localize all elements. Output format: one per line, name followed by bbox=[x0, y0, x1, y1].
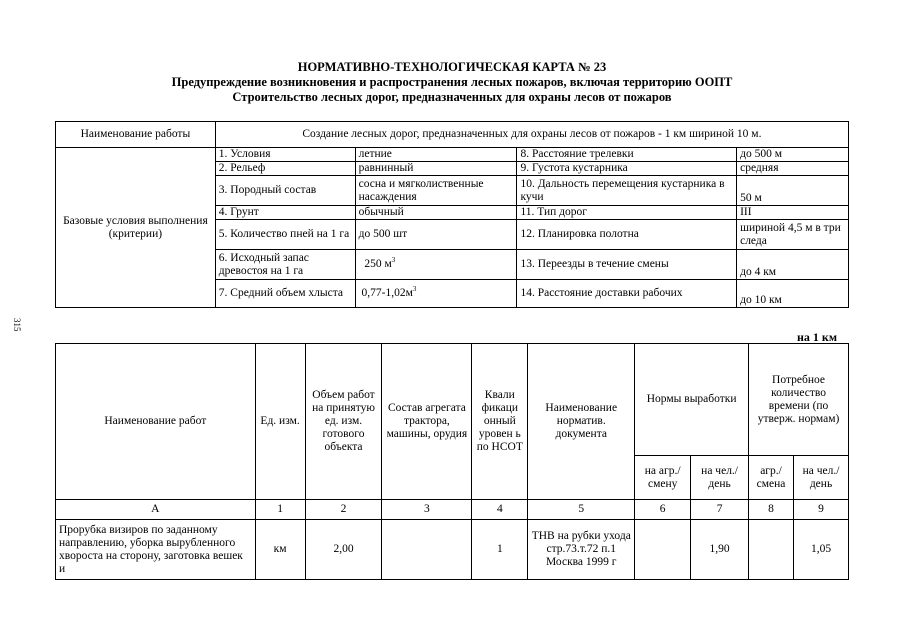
col-header-composition: Состав агрегата трактора, машины, орудия bbox=[382, 344, 472, 500]
col-header-document: Наименование норматив. документа bbox=[528, 344, 635, 500]
header-row bbox=[56, 344, 849, 456]
criteria-key: 14. Расстояние доставки рабочих bbox=[517, 280, 737, 308]
cubic-sup: 3 bbox=[391, 256, 396, 265]
work-conditions-table bbox=[55, 121, 849, 308]
work-name-row bbox=[56, 122, 849, 148]
criteria-value: до 500 шт bbox=[355, 220, 517, 250]
row-unit: км bbox=[255, 520, 305, 580]
col-header-time-needed: Потребное количество времени (по утверж. нормам) bbox=[749, 344, 849, 456]
index-cell: 5 bbox=[528, 500, 635, 520]
unit-label: на 1 км bbox=[797, 330, 838, 344]
criteria-value-text: 0,77-1,02м bbox=[361, 287, 413, 299]
col-header-unit: Ед. изм. bbox=[255, 344, 305, 500]
criteria-key: 9. Густота кустарника bbox=[517, 162, 737, 176]
criteria-row bbox=[56, 148, 849, 162]
col-header-name: Наименование работ bbox=[56, 344, 256, 500]
header bbox=[0, 60, 904, 105]
row-volume: 2,00 bbox=[305, 520, 382, 580]
criteria-key: 4. Грунт bbox=[215, 206, 355, 220]
criteria-value: сосна и мягколиственные насаждения bbox=[355, 176, 517, 206]
row-time-agr bbox=[749, 520, 794, 580]
index-cell: 3 bbox=[382, 500, 472, 520]
criteria-value: III bbox=[737, 206, 849, 220]
row-composition bbox=[382, 520, 472, 580]
criteria-key: 10. Дальность перемещения кустарника в кучи bbox=[517, 176, 737, 206]
criteria-value: шириной 4,5 м в три следа bbox=[737, 220, 849, 250]
index-cell: 1 bbox=[255, 500, 305, 520]
col-header-time-people: на чел./ день bbox=[794, 456, 849, 500]
criteria-value: до 500 м bbox=[737, 148, 849, 162]
criteria-key: 1. Условия bbox=[215, 148, 355, 162]
row-document: ТНВ на рубки ухода стр.73.т.72 п.1 Москва 1999 г bbox=[528, 520, 635, 580]
page-subtitle-2: Строительство лесных дорог, предназначенных для охраны лесов от пожаров bbox=[232, 90, 672, 104]
col-header-output-norms: Нормы выработки bbox=[635, 344, 749, 456]
criteria-label: Базовые условия выполнения (критерии) bbox=[56, 148, 216, 308]
criteria-value: равнинный bbox=[355, 162, 517, 176]
criteria-value-text: 250 м bbox=[364, 258, 392, 270]
criteria-value bbox=[355, 250, 517, 280]
row-output-people: 1,90 bbox=[691, 520, 749, 580]
criteria-value bbox=[355, 280, 517, 308]
col-header-qualification: Квали фикаци онный уровен ь по НСОТ bbox=[472, 344, 528, 500]
criteria-key: 12. Планировка полотна bbox=[517, 220, 737, 250]
row-time-people: 1,05 bbox=[794, 520, 849, 580]
row-qualification: 1 bbox=[472, 520, 528, 580]
index-cell: А bbox=[56, 500, 256, 520]
page-number: 315 bbox=[12, 318, 22, 332]
criteria-value: 50 м bbox=[737, 176, 849, 206]
criteria-key: 5. Количество пней на 1 га bbox=[215, 220, 355, 250]
col-header-output-agr: на агр./ смену bbox=[635, 456, 691, 500]
criteria-value: средняя bbox=[737, 162, 849, 176]
index-cell: 8 bbox=[749, 500, 794, 520]
col-header-volume: Объем работ на принятую ед. изм. готового объекта bbox=[305, 344, 382, 500]
cubic-sup: 3 bbox=[412, 285, 417, 294]
norms-table bbox=[55, 343, 849, 580]
criteria-value: обычный bbox=[355, 206, 517, 220]
index-cell: 7 bbox=[691, 500, 749, 520]
col-header-time-agr: агр./ смена bbox=[749, 456, 794, 500]
criteria-key: 13. Переезды в течение смены bbox=[517, 250, 737, 280]
index-cell: 4 bbox=[472, 500, 528, 520]
criteria-key: 7. Средний объем хлыста bbox=[215, 280, 355, 308]
page-subtitle-1: Предупреждение возникновения и распространения лесных пожаров, включая территорию ООПТ bbox=[171, 75, 733, 89]
criteria-value: летние bbox=[355, 148, 517, 162]
index-cell: 2 bbox=[305, 500, 382, 520]
criteria-key: 11. Тип дорог bbox=[517, 206, 737, 220]
work-name-value: Создание лесных дорог, предназначенных для охраны лесов от пожаров - 1 км шириной 10 м. bbox=[215, 122, 848, 148]
criteria-value: до 10 км bbox=[737, 280, 849, 308]
criteria-key: 3. Породный состав bbox=[215, 176, 355, 206]
criteria-key: 6. Исходный запас древостоя на 1 га bbox=[215, 250, 355, 280]
criteria-key: 8. Расстояние трелевки bbox=[517, 148, 737, 162]
work-name-label: Наименование работы bbox=[56, 122, 216, 148]
index-row bbox=[56, 500, 849, 520]
criteria-key: 2. Рельеф bbox=[215, 162, 355, 176]
row-output-agr bbox=[635, 520, 691, 580]
table-row bbox=[56, 520, 849, 580]
page-title: НОРМАТИВНО-ТЕХНОЛОГИЧЕСКАЯ КАРТА № 23 bbox=[297, 60, 607, 74]
col-header-output-people: на чел./ день bbox=[691, 456, 749, 500]
criteria-value: до 4 км bbox=[737, 250, 849, 280]
index-cell: 9 bbox=[794, 500, 849, 520]
index-cell: 6 bbox=[635, 500, 691, 520]
row-name: Прорубка визиров по заданному направлению, уборка вырубленного хвороста на сторону, заготовка вешек и bbox=[56, 520, 256, 580]
